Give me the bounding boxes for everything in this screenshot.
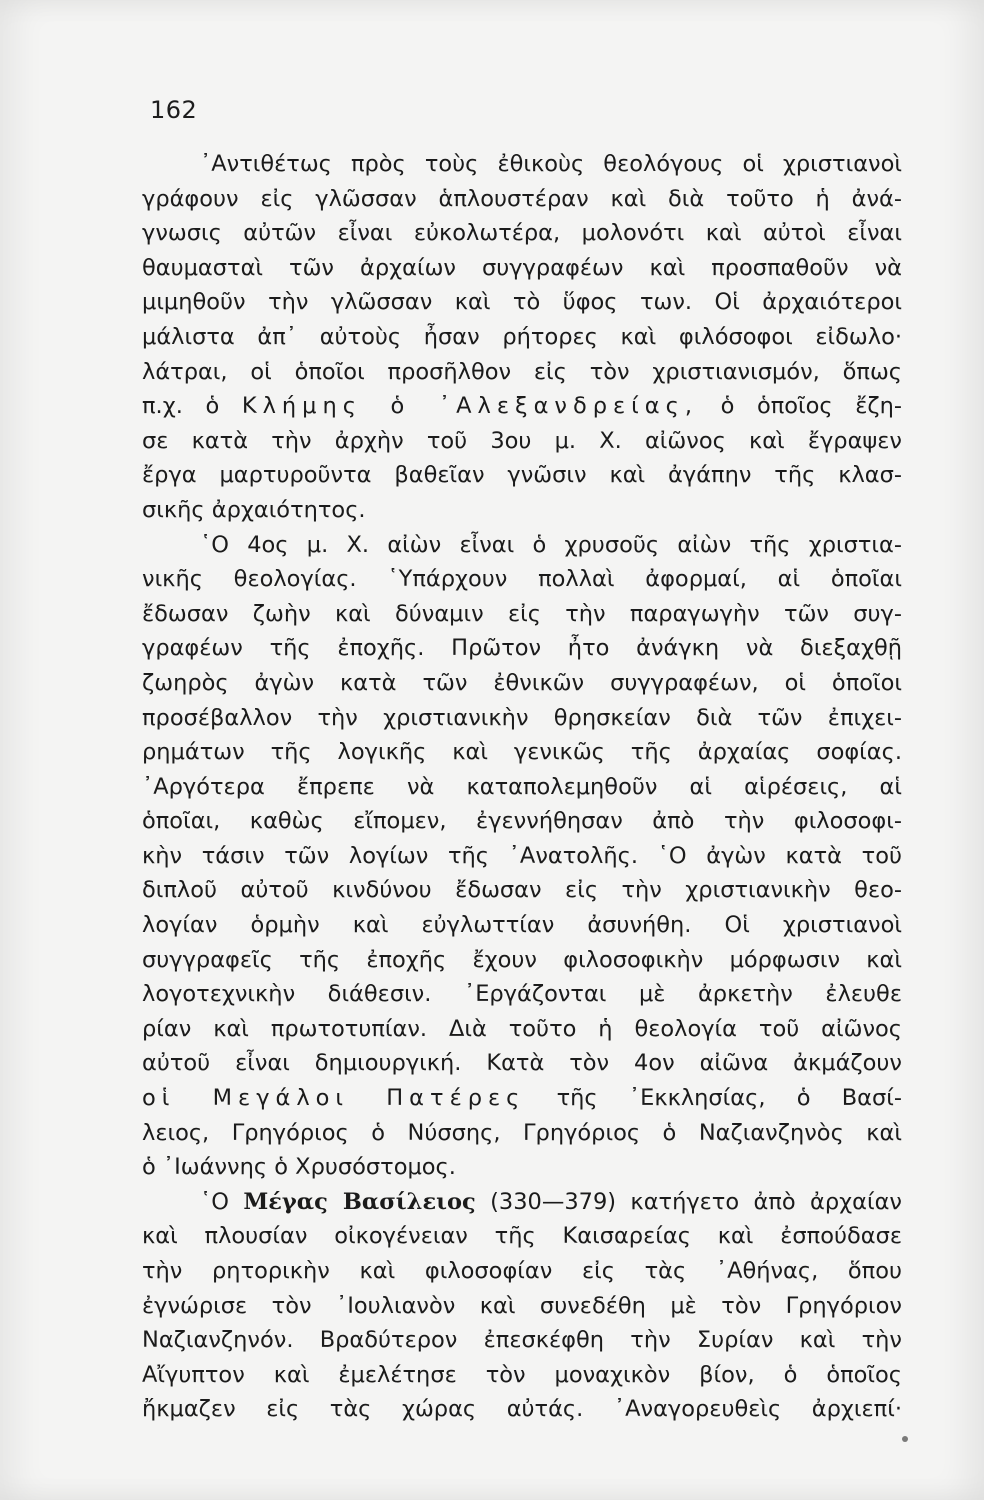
text-line: Αἴγυπτον καὶ ἐμελέτησε τὸν μοναχικὸν βίον, ὁ ὁποῖος [142,1361,902,1388]
text-line: λειος, Γρηγόριος ὁ Νύσσης, Γρηγόριος ὁ Ναζιανζηνὸς καὶ [142,1119,902,1146]
text-line: γράφουν εἰς γλῶσσαν ἁπλουστέραν καὶ διὰ τοῦτο ἡ ἀνά- [142,185,902,212]
text-line: ᾿Αργότερα ἔπρεπε νὰ καταπολεμηθοῦν αἱ αἱρέσεις, αἱ [142,773,902,800]
text-line: συγγραφεῖς τῆς ἐποχῆς ἔχουν φιλοσοφικὴν μόρφωσιν καὶ [142,946,902,973]
text-line: κὴν τάσιν τῶν λογίων τῆς ᾿Ανατολῆς. ῾Ο ἀγὼν κατὰ τοῦ [142,842,902,869]
text-line: λάτραι, οἱ ὁποῖοι προσῆλθον εἰς τὸν χριστιανισμόν, ὅπως [142,358,902,385]
spaced-name: Κλήμης ὁ ᾿Αλεξανδρείας, [241,393,698,420]
text-line [142,389,902,424]
text-line [142,1185,902,1220]
text-fragment: τῆς ᾿Εκκλησίας, ὁ Βασί- [525,1085,902,1112]
text-line: αὐτοῦ εἶναι δημιουργική. Κατὰ τὸν 4ον αἰῶνα ἀκμάζουν [142,1050,902,1077]
text-line: καὶ πλουσίαν οἰκογένειαν τῆς Καισαρείας καὶ ἐσπούδασε [142,1223,902,1250]
text-line: ἤκμαζεν εἰς τὰς χώρας αὐτάς. ᾿Αναγορευθεὶς ἀρχιεπί· [142,1396,902,1423]
text-line: ὁποῖαι, καθὼς εἴπομεν, ἐγεννήθησαν ἀπὸ τὴν φιλοσοφι- [142,808,902,835]
page-number: 162 [150,96,198,124]
body-text [142,147,902,1427]
text-line: μάλιστα ἀπ᾿ αὐτοὺς ἦσαν ρήτορες καὶ φιλόσοφοι εἰδωλο· [142,323,902,350]
text-line: γραφέων τῆς ἐποχῆς. Πρῶτον ἦτο ἀνάγκη νὰ διεξαχθῇ [142,635,902,662]
text-fragment: π.χ. ὁ [142,393,242,420]
text-line: σε κατὰ τὴν ἀρχὴν τοῦ 3ου μ. Χ. αἰῶνος καὶ ἔγραψεν [142,427,902,454]
text-line: ὁ ᾿Ιωάννης ὁ Χρυσόστομος. [142,1154,456,1181]
text-line: μιμηθοῦν τὴν γλῶσσαν καὶ τὸ ὕφος των. Οἱ ἀρχαιότεροι [142,289,902,316]
text-fragment: ῾Ο [200,1188,244,1215]
text-fragment: (330—379) κατήγετο ἀπὸ ἀρχαίαν [475,1188,902,1215]
text-line: λογίαν ὁρμὴν καὶ εὐγλωττίαν ἀσυνήθη. Οἱ χριστιανοὶ [142,912,902,939]
text-line: ῾Ο 4ος μ. Χ. αἰὼν εἶναι ὁ χρυσοῦς αἰὼν τῆς χριστια- [200,531,902,558]
text-line: ρίαν καὶ πρωτοτυπίαν. Διὰ τοῦτο ἡ θεολογία τοῦ αἰῶνος [142,1015,902,1042]
text-line: ἔργα μαρτυροῦντα βαθεῖαν γνῶσιν καὶ ἀγάπην τῆς κλασ- [142,462,902,489]
text-line: διπλοῦ αὐτοῦ κινδύνου ἔδωσαν εἰς τὴν χριστιανικὴν θεο- [142,877,902,904]
text-line: νικῆς θεολογίας. ῾Υπάρχουν πολλαὶ ἀφορμαί, αἱ ὁποῖαι [142,566,902,593]
text-fragment: ὁ ὁποῖος ἔζη- [698,393,903,420]
bold-name: Μέγας Βασίλειος [243,1188,476,1215]
text-line: θαυμασταὶ τῶν ἀρχαίων συγγραφέων καὶ προσπαθοῦν νὰ [142,254,902,281]
spaced-name: οἱ Μεγάλοι Πατέρες [142,1085,526,1112]
ink-smudge [902,1436,908,1442]
text-line: λογοτεχνικὴν διάθεσιν. ᾿Εργάζονται μὲ ἀρκετὴν ἐλευθε [142,981,902,1008]
text-line: σικῆς ἀρχαιότητος. [142,496,366,523]
text-line: γνωσις αὐτῶν εἶναι εὐκολωτέρα, μολονότι καὶ αὐτοὶ εἶναι [142,220,902,247]
text-line: ἐγνώρισε τὸν ᾿Ιουλιανὸν καὶ συνεδέθη μὲ τὸν Γρηγόριον [142,1292,902,1319]
text-line [142,1081,902,1116]
text-line: ἔδωσαν ζωὴν καὶ δύναμιν εἰς τὴν παραγωγὴν τῶν συγ- [142,600,902,627]
text-line: προσέβαλλον τὴν χριστιανικὴν θρησκείαν διὰ τῶν ἐπιχει- [142,704,902,731]
text-line: Ναζιανζηνόν. Βραδύτερον ἐπεσκέφθη τὴν Συρίαν καὶ τὴν [142,1327,902,1354]
text-line: ρημάτων τῆς λογικῆς καὶ γενικῶς τῆς ἀρχαίας σοφίας. [142,739,902,766]
text-line: ᾿Αντιθέτως πρὸς τοὺς ἐθικοὺς θεολόγους οἱ χριστιανοὶ [200,151,902,177]
text-line: τὴν ρητορικὴν καὶ φιλοσοφίαν εἰς τὰς ᾿Αθήνας, ὅπου [142,1258,902,1284]
text-line: ζωηρὸς ἀγὼν κατὰ τῶν ἐθνικῶν συγγραφέων, οἱ ὁποῖοι [142,669,902,696]
